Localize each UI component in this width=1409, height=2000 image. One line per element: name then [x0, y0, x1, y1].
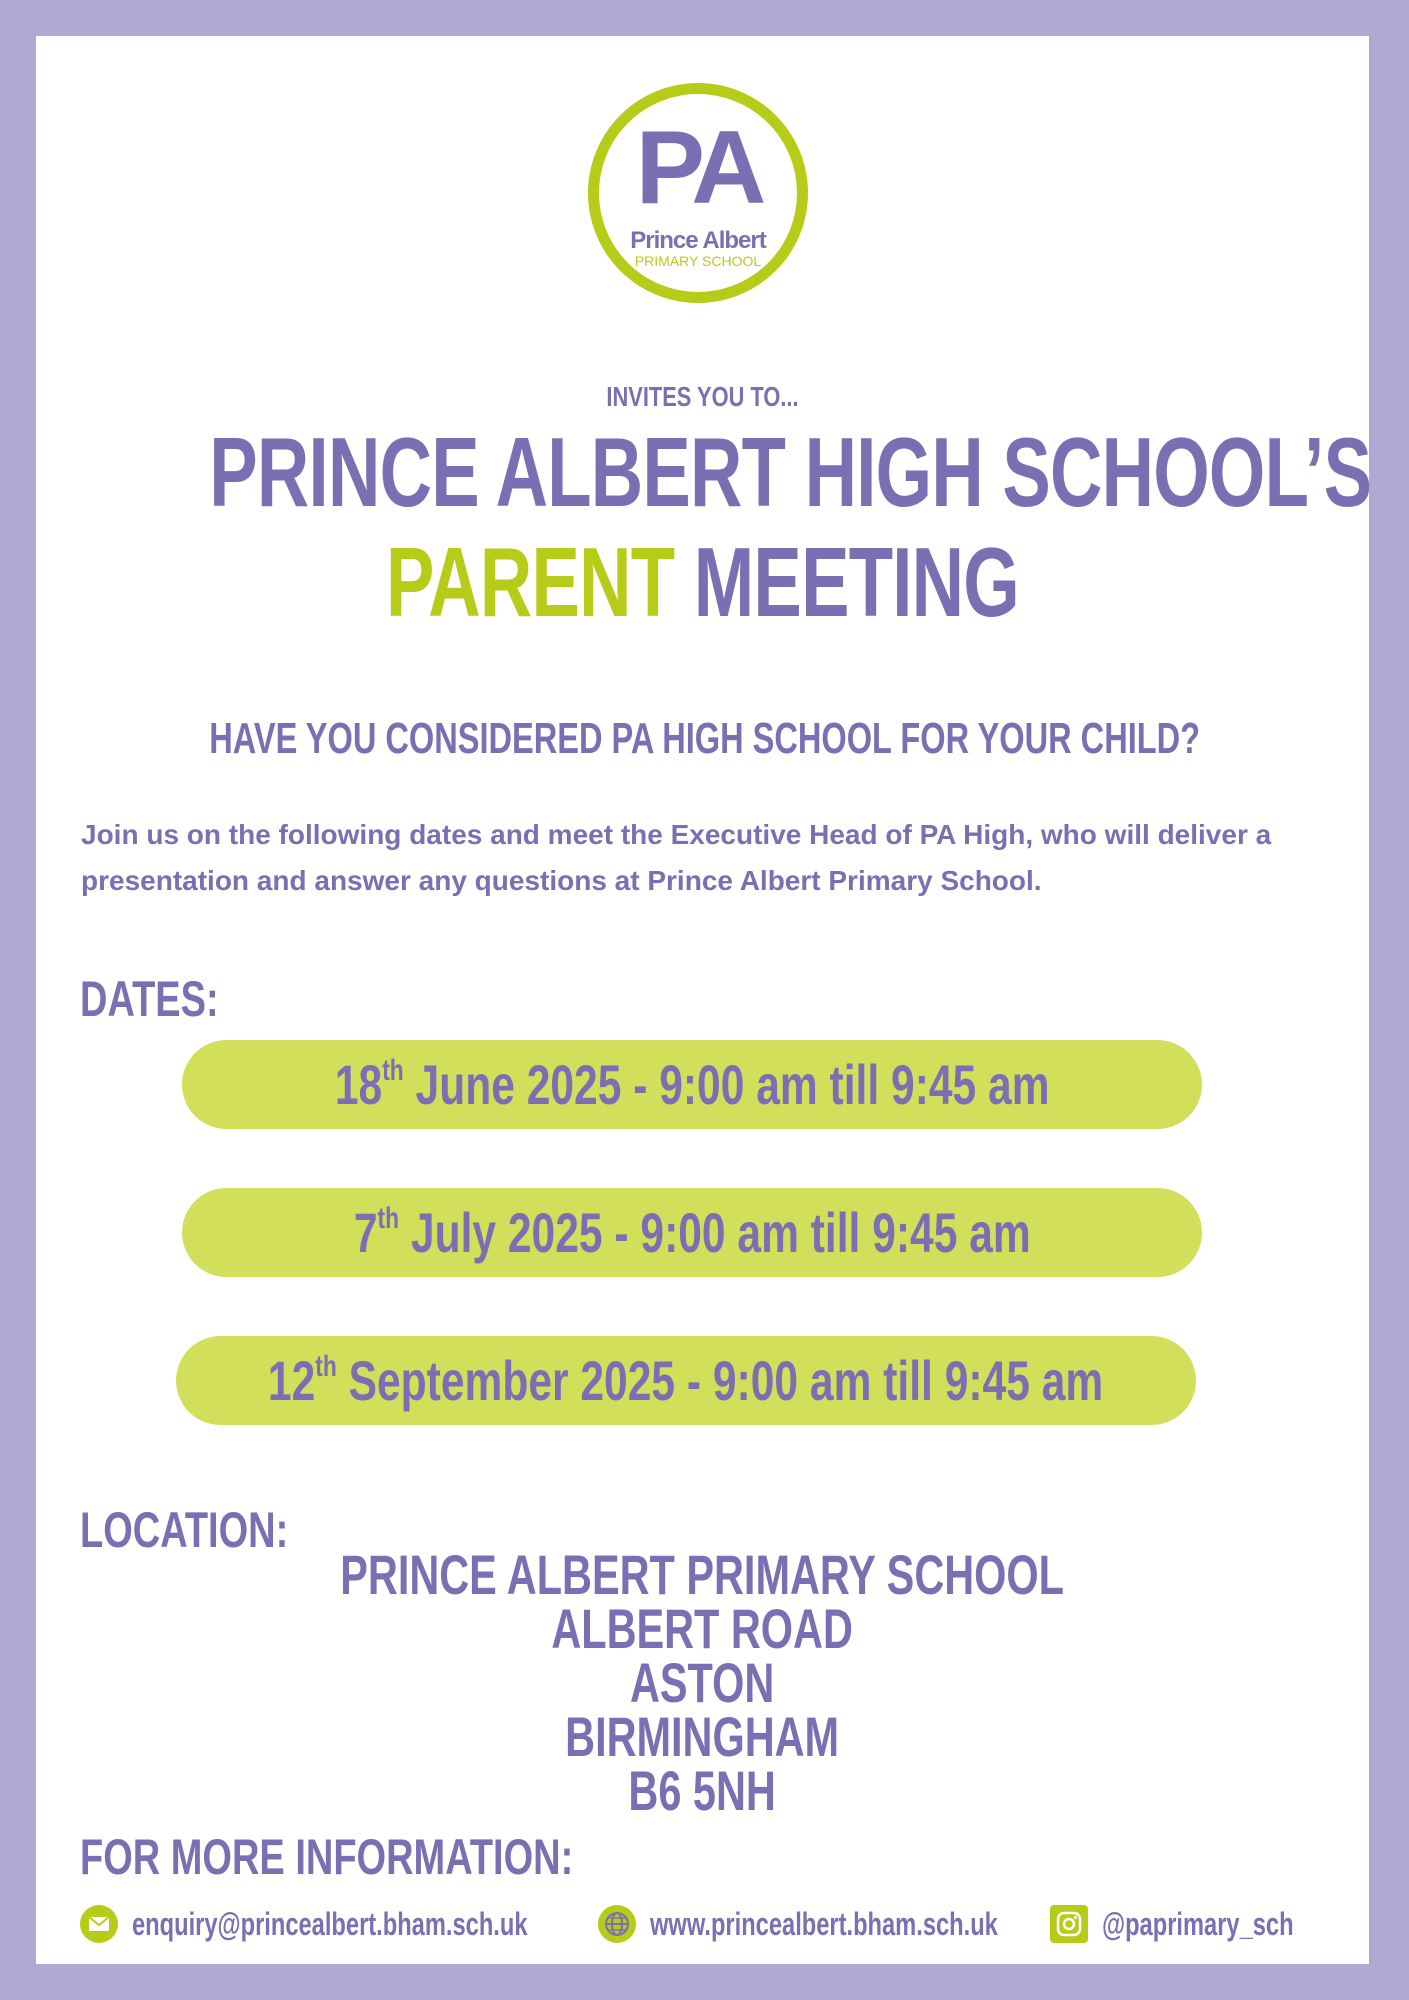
location-label: LOCATION:	[80, 1502, 289, 1558]
date-suffix: th	[381, 1054, 404, 1087]
title-accent-word: PARENT	[386, 527, 675, 637]
title-rest: MEETING	[674, 527, 1019, 637]
date-text	[268, 1348, 1103, 1413]
date-pill	[182, 1188, 1202, 1277]
website-link[interactable]: www.princealbert.bham.sch.uk	[650, 1905, 998, 1942]
page-title-line1: PRINCE ALBERT HIGH SCHOOL’S	[209, 417, 1372, 527]
date-day: 18	[334, 1053, 382, 1116]
invites-text: INVITES YOU TO...	[606, 381, 799, 412]
intro-paragraph: Join us on the following dates and meet the Executive Head of PA High, who will deliver a presentation and answer any questions at Prince Albert Primary School.	[81, 819, 1272, 896]
date-pill	[182, 1040, 1202, 1129]
date-day: 7	[353, 1201, 378, 1264]
logo-mark: PA	[635, 110, 761, 226]
date-text	[354, 1200, 1031, 1265]
address-line: ASTON	[629, 1651, 775, 1714]
email-link[interactable]: enquiry@princealbert.bham.sch.uk	[132, 1905, 528, 1942]
date-rest: September 2025 - 9:00 am till 9:45 am	[337, 1349, 1104, 1412]
question-heading: HAVE YOU CONSIDERED PA HIGH SCHOOL FOR YOUR CHILD?	[209, 714, 1201, 763]
mail-icon	[80, 1905, 118, 1943]
page-title-line2	[209, 527, 1195, 637]
email-contact[interactable]	[80, 1902, 666, 1946]
date-suffix: th	[377, 1202, 399, 1235]
flyer-page	[36, 36, 1372, 1964]
address-block	[36, 1543, 1369, 1822]
website-contact[interactable]	[598, 1902, 1120, 1946]
instagram-contact[interactable]	[1050, 1902, 1361, 1946]
logo-subtitle: PRIMARY SCHOOL	[634, 253, 762, 269]
school-logo	[588, 83, 808, 303]
address-line: PRINCE ALBERT PRIMARY SCHOOL	[340, 1543, 1064, 1606]
address-line: BIRMINGHAM	[565, 1705, 840, 1768]
dates-label: DATES:	[80, 971, 219, 1027]
instagram-icon	[1050, 1905, 1088, 1943]
more-info-label: FOR MORE INFORMATION:	[80, 1829, 574, 1885]
globe-icon	[598, 1905, 636, 1943]
date-suffix: th	[315, 1350, 338, 1383]
date-day: 12	[268, 1349, 316, 1412]
instagram-handle[interactable]: @paprimary_sch	[1102, 1905, 1294, 1942]
logo-name: Prince Albert	[630, 227, 766, 254]
date-rest: July 2025 - 9:00 am till 9:45 am	[398, 1201, 1031, 1264]
address-line: ALBERT ROAD	[551, 1597, 853, 1660]
date-rest: June 2025 - 9:00 am till 9:45 am	[403, 1053, 1050, 1116]
date-text	[335, 1052, 1050, 1117]
address-line: B6 5NH	[628, 1759, 776, 1822]
date-pill	[176, 1336, 1196, 1425]
